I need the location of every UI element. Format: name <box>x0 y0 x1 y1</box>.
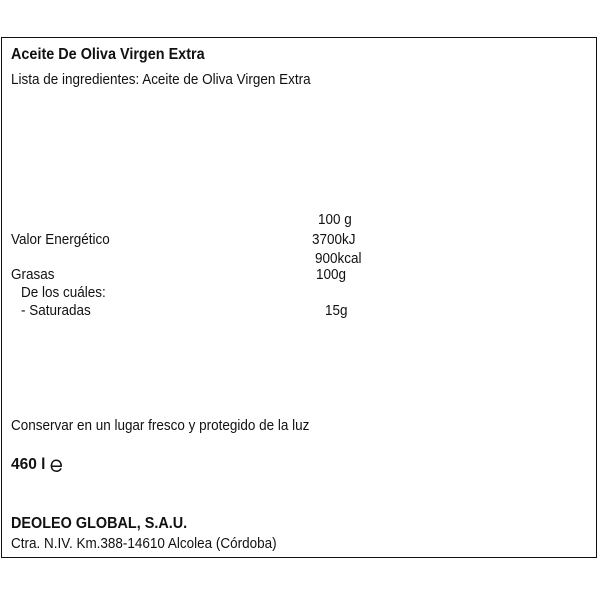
net-quantity <box>11 456 63 474</box>
e-mark-icon <box>49 457 63 473</box>
nutrition-per-header: 100 g <box>318 212 352 228</box>
fat-value: 100g <box>316 267 347 283</box>
energy-kj-value: 3700kJ <box>312 232 356 248</box>
saturates-label: - Saturadas <box>21 303 91 319</box>
ingredients-list: Lista de ingredientes: Aceite de Oliva Virgen Extra <box>11 72 311 88</box>
saturates-value: 15g <box>325 303 348 319</box>
energy-kcal-value: 900kcal <box>315 251 362 267</box>
company-address: Ctra. N.IV. Km.388-14610 Alcolea (Córdoba) <box>11 536 277 552</box>
quantity-amount: 460 l <box>11 456 46 473</box>
storage-instructions: Conservar en un lugar fresco y protegido de la luz <box>11 418 310 434</box>
fat-label: Grasas <box>11 267 55 283</box>
product-name: Aceite De Oliva Virgen Extra <box>11 46 205 63</box>
of-which-label: De los cuáles: <box>21 285 106 301</box>
energy-label: Valor Energético <box>11 232 110 248</box>
company-name: DEOLEO GLOBAL, S.A.U. <box>11 515 188 532</box>
